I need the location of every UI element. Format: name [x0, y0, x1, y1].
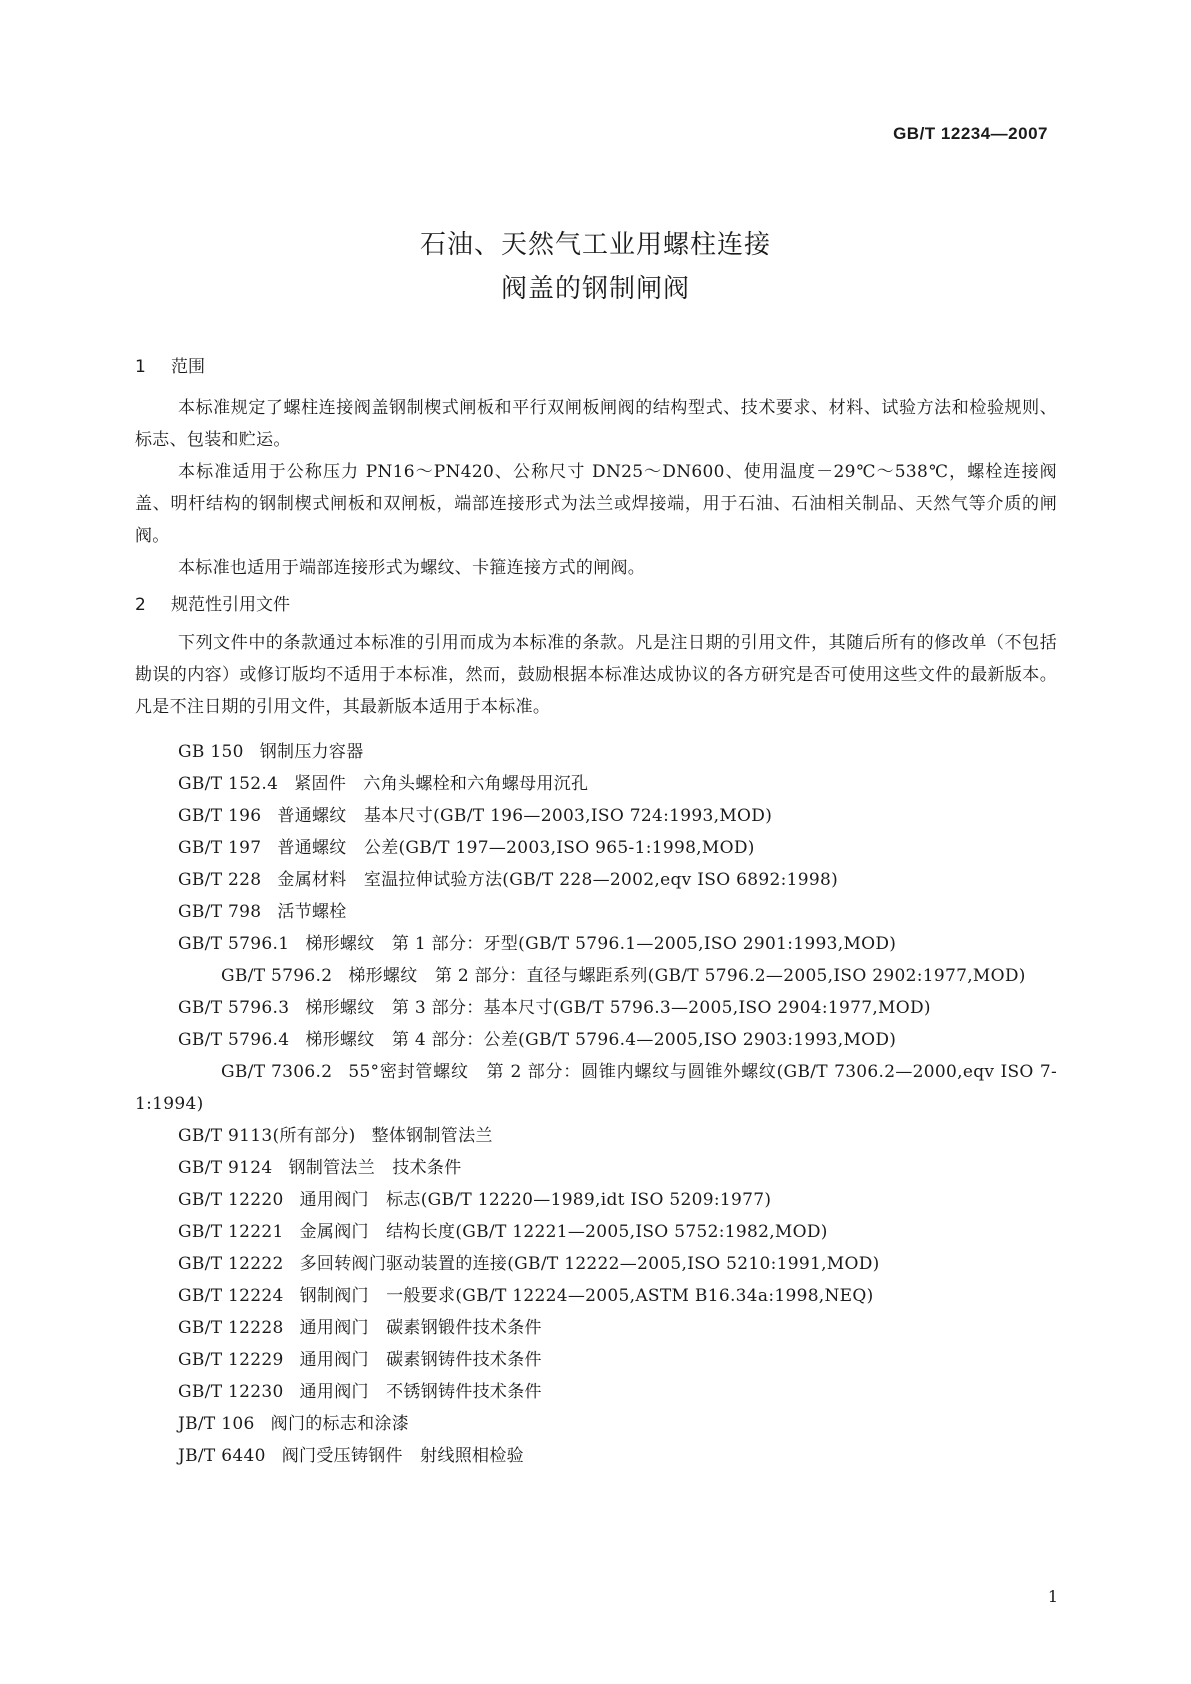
scope-paragraph-1: 本标准规定了螺柱连接阀盖钢制楔式闸板和平行双闸板闸阀的结构型式、技术要求、材料、试验方法和检验规则、标志、包装和贮运。 [135, 398, 1057, 450]
reference-title: 梯形螺纹 第 2 部分：直径与螺距系列(GB/T 5796.2—2005,ISO 2902:1977,MOD) [348, 966, 1026, 986]
reference-list [135, 736, 1057, 1472]
reference-item [135, 1152, 1057, 1184]
reference-item [135, 960, 1057, 992]
reference-item [135, 768, 1057, 800]
reference-item [135, 864, 1057, 896]
reference-title: 梯形螺纹 第 1 部分：牙型(GB/T 5796.1—2005,ISO 2901:1993,MOD) [305, 934, 897, 954]
reference-code: GB/T 12221 [178, 1222, 284, 1242]
section-1-heading [135, 352, 205, 377]
reference-item [135, 992, 1057, 1024]
reference-item [135, 1056, 1057, 1120]
reference-code: GB/T 798 [178, 902, 262, 922]
section-2-number: 2 [135, 595, 146, 615]
reference-item [135, 1376, 1057, 1408]
reference-code: GB/T 5796.3 [178, 998, 290, 1018]
reference-item [135, 1120, 1057, 1152]
reference-code: GB/T 7306.2 [221, 1062, 333, 1082]
title-line-1: 石油、天然气工业用螺柱连接 [419, 230, 771, 260]
title-line-2: 阀盖的钢制闸阀 [500, 274, 690, 304]
reference-code: GB/T 12220 [178, 1190, 284, 1210]
reference-code: GB/T 5796.4 [178, 1030, 290, 1050]
reference-code: GB/T 197 [178, 838, 262, 858]
reference-item [135, 1248, 1057, 1280]
reference-item [135, 1312, 1057, 1344]
reference-title: 梯形螺纹 第 4 部分：公差(GB/T 5796.4—2005,ISO 2903:1993,MOD) [305, 1030, 897, 1050]
reference-title: 金属阀门 结构长度(GB/T 12221—2005,ISO 5752:1982,MOD) [299, 1222, 828, 1242]
reference-title: 整体钢制管法兰 [371, 1126, 493, 1146]
reference-code: JB/T 106 [178, 1414, 255, 1434]
scope-paragraph-3: 本标准也适用于端部连接形式为螺纹、卡箍连接方式的闸阀。 [178, 558, 646, 578]
reference-title: 通用阀门 标志(GB/T 12220—1989,idt ISO 5209:1977) [299, 1190, 772, 1210]
reference-title: 钢制阀门 一般要求(GB/T 12224—2005,ASTM B16.34a:1998,NEQ) [299, 1286, 874, 1306]
reference-title: 普通螺纹 公差(GB/T 197—2003,ISO 965-1:1998,MOD) [277, 838, 755, 858]
reference-item [135, 1408, 1057, 1440]
reference-item [135, 1280, 1057, 1312]
normative-references-intro: 下列文件中的条款通过本标准的引用而成为本标准的条款。凡是注日期的引用文件，其随后所有的修改单（不包括勘误的内容）或修订版均不适用于本标准，然而，鼓励根据本标准达成协议的各方研究是否可使用这些文件的最新版本。凡是不注日期的引用文件，其最新版本适用于本标准。 [135, 633, 1057, 717]
reference-code: GB/T 12224 [178, 1286, 284, 1306]
reference-item [135, 800, 1057, 832]
reference-title: 普通螺纹 基本尺寸(GB/T 196—2003,ISO 724:1993,MOD) [277, 806, 773, 826]
reference-code: GB/T 12222 [178, 1254, 284, 1274]
reference-title: 活节螺栓 [277, 902, 347, 922]
section-1-title: 范围 [171, 357, 205, 377]
reference-title: 梯形螺纹 第 3 部分：基本尺寸(GB/T 5796.3—2005,ISO 2904:1977,MOD) [305, 998, 931, 1018]
reference-code: GB/T 152.4 [178, 774, 279, 794]
reference-item [135, 1344, 1057, 1376]
reference-code: GB/T 12230 [178, 1382, 284, 1402]
reference-code: GB 150 [178, 742, 244, 762]
reference-item [135, 1184, 1057, 1216]
reference-code: GB/T 9124 [178, 1158, 273, 1178]
reference-item [135, 1024, 1057, 1056]
section-2-intro [135, 627, 1057, 723]
reference-code: GB/T 12229 [178, 1350, 284, 1370]
reference-title: 阀门受压铸钢件 射线照相检验 [281, 1446, 524, 1466]
page-number: 1 [1047, 1587, 1058, 1606]
reference-item [135, 832, 1057, 864]
reference-title: 紧固件 六角头螺栓和六角螺母用沉孔 [294, 774, 589, 794]
reference-title: 通用阀门 碳素钢锻件技术条件 [299, 1318, 542, 1338]
reference-item [135, 736, 1057, 768]
section-1-body [135, 392, 1057, 584]
reference-item [135, 896, 1057, 928]
reference-title: 金属材料 室温拉伸试验方法(GB/T 228—2002,eqv ISO 6892:1998) [277, 870, 839, 890]
section-2-heading [135, 590, 290, 615]
reference-title: 阀门的标志和涂漆 [270, 1414, 410, 1434]
scope-paragraph-2: 本标准适用于公称压力 PN16～PN420、公称尺寸 DN25～DN600、使用温度－29℃～538℃，螺栓连接阀盖、明杆结构的钢制楔式闸板和双闸板，端部连接形式为法兰或焊接端，用于石油、石油相关制品、天然气等介质的闸阀。 [135, 462, 1057, 546]
standard-number: GB/T 12234—2007 [893, 124, 1048, 143]
reference-item [135, 928, 1057, 960]
section-1-number: 1 [135, 357, 146, 377]
reference-code: GB/T 5796.2 [221, 966, 333, 986]
reference-title: 钢制压力容器 [259, 742, 364, 762]
reference-code: GB/T 228 [178, 870, 262, 890]
reference-title: 钢制管法兰 技术条件 [288, 1158, 462, 1178]
reference-code: JB/T 6440 [178, 1446, 266, 1466]
document-title [0, 223, 1191, 311]
reference-title: 55°密封管螺纹 第 2 部分：圆锥内螺纹与圆锥外螺纹(GB/T 7306.2—2000,eqv ISO 7-1:1994) [135, 1062, 1057, 1114]
reference-title: 通用阀门 碳素钢铸件技术条件 [299, 1350, 542, 1370]
reference-code: GB/T 9113(所有部分) [178, 1126, 356, 1146]
reference-title: 多回转阀门驱动装置的连接(GB/T 12222—2005,ISO 5210:1991,MOD) [299, 1254, 880, 1274]
reference-title: 通用阀门 不锈钢铸件技术条件 [299, 1382, 542, 1402]
reference-code: GB/T 12228 [178, 1318, 284, 1338]
reference-item [135, 1216, 1057, 1248]
reference-code: GB/T 5796.1 [178, 934, 290, 954]
reference-code: GB/T 196 [178, 806, 262, 826]
reference-item [135, 1440, 1057, 1472]
section-2-title: 规范性引用文件 [171, 595, 290, 615]
